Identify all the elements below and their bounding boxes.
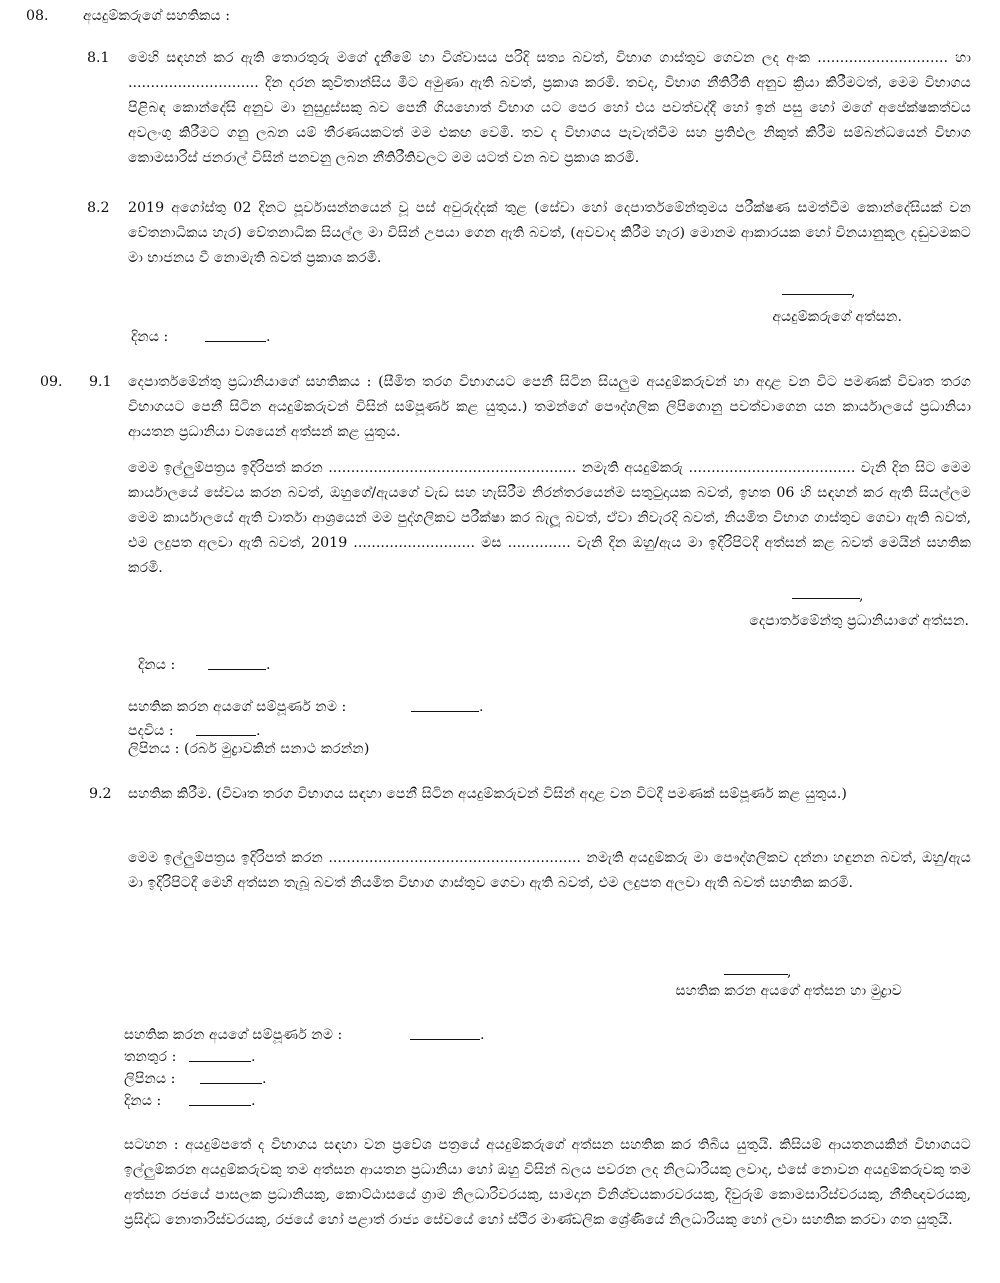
signature-comma: ,: [787, 964, 792, 980]
note-paragraph: සටහන : අයදුම්පතේ ද විභාගය සඳහා වන ප්‍රවේශ පත්‍රයේ අයදුම්කරුගේ අත්සන සහතික කර තිබිය යුතුයි. කිසියම් ආයතනයකින් විභාගයට ඉල්ලුම්කරන අයදුම්කරුවකු තම අත්සන ආයතන ප්‍රධානියා හෝ ඔහු විසින් බලය පවරන ලද නිලධාරියකු ලවාද, එසේ නොවන අයදුම්කරුවකු තම අත්සන රජයේ පාසලක ප්‍රධානියකු, කොට්ඨාසයේ ග්‍රාම නිලධාරිවරයකු, සාමදාන විනිශ්චයකාරවරයකු, දිවුරුම් කොමසාරිස්වරයකු, නීතිඥවරයකු, ප්‍රසිද්ධ නොතාරිස්වරයකු, රජයේ හෝ පළාත් රාජ්‍ය සේවයේ හෝ ස්ථිර මාණ්ඩලික ශ්‍රේණියේ නිලධාරියකු හෝ ලවා සහතික කරවා ගත යුතුයි.: [124, 1137, 971, 1228]
section-08-number: 08.: [26, 8, 49, 24]
signature-comma: ,: [859, 588, 864, 604]
head-signature-line: [792, 598, 860, 599]
head-date-line: [208, 669, 266, 670]
dot: .: [251, 1049, 256, 1065]
dot: .: [262, 1071, 267, 1087]
date2-line: [189, 1105, 251, 1106]
certifier-fullname-label: සහතික කරන අයගේ සම්පූර්ණ නම :: [128, 699, 347, 715]
dot: .: [480, 1027, 485, 1043]
applicant-date-line: [205, 341, 266, 342]
certifier2-fullname-line: [410, 1039, 480, 1040]
clause-8-2-number: 8.2: [87, 200, 110, 216]
certifier-signature-line: [724, 974, 788, 975]
address-label: ලිපිනය : (රබර් මුද්‍රාවකින් සනාථ කරන්න): [128, 741, 370, 757]
applicant-signature-line: [782, 294, 852, 295]
applicant-date-label: දිනය :: [131, 329, 169, 345]
signature-comma: ,: [851, 284, 856, 300]
head-date-label: දිනය :: [138, 657, 176, 673]
dot: .: [266, 657, 271, 673]
clause-8-1-text: මෙහි සඳහන් කර ඇති තොරතුරු මගේ දැනීමේ හා විශ්වාසය පරිදි සත්‍ය බවත්, විභාග ගාස්තුව ගෙවන ලද අංක ............................. හා ............................. දින දරන කුවිතාන්සිය මීට අමුණා ඇති බවත්, ප්‍රකාශ කරමි. තවද, විභාග නීතිරීති අනුව ක්‍රියා කිරීමටත්, මෙම විභාගය පිළිබඳ කොන්දේසි අනුව මා නුසුදුස්සකු බව පෙනී ගියහොත් විභාග යට පෙර හෝ එය පවත්වද්දී හෝ ඉන් පසු හෝ මගේ අපේක්ෂකත්වය අවලංගු කිරීමට ගනු ලබන යම් තීරණයකටත් මම එකඟ වෙමි. තව ද විභාගය පැවැත්වීම සහ ප්‍රතිඵල නිකුත් කිරීම සම්බන්ධයෙන් විභාග කොමසාරිස් ජනරාල් විසින් පනවනු ලබන නීතිරීතිවලට මම යටත් වන බව ප්‍රකාශ කරමි.: [128, 50, 971, 166]
position-label: තනතුර :: [124, 1049, 177, 1065]
clause-9-1-heading: දෙපාර්තමේන්තු ප්‍රධානියාගේ සහතිකය : (සීමිත තරග විභාගයට පෙනී සිටින සියලුම අයදුම්කරුවන් හා අදාළ වන විට පමණක් විවෘත තරග විභාගයට පෙනී සිටින අයදුම්කරුවන් විසින් සම්පූර්ණ කළ යුතුය.) තමන්ගේ පෞද්ගලික ලිපිගොනු පවත්වාගෙන යන කාර්යාලයේ ප්‍රධානියා ආයතන ප්‍රධානියා වශයෙන් අත්සන් කළ යුතුය.: [128, 374, 971, 440]
address2-line: [200, 1083, 262, 1084]
clause-9-2-heading: සහතික කිරීම. (විවෘත තරග විභාගය සඳහා පෙනී සිටින අයදුම්කරුවන් විසින් අදාළ වන විටදී පමණක් සම්පූර්ණ කළ යුතුය.): [128, 786, 847, 802]
position-line: [189, 1061, 251, 1062]
clause-9-2-number: 9.2: [89, 786, 112, 802]
dot: .: [251, 1093, 256, 1109]
date2-label: දිනය :: [124, 1093, 162, 1109]
designation-line: [196, 735, 256, 736]
section-08-title: අයදුම්කරුගේ සහතිකය :: [83, 8, 231, 24]
head-signature-caption: දෙපාර්තමේන්තු ප්‍රධානියාගේ අත්සන.: [749, 613, 969, 629]
clause-8-1-number: 8.1: [87, 50, 110, 66]
clause-9-1-number: 9.1: [89, 374, 112, 390]
section-09-number: 09.: [40, 374, 63, 390]
designation-label: පදවිය :: [128, 723, 174, 739]
certifier-signature-caption: සහතික කරන අයගේ අත්සන හා මුද්‍රාව: [675, 983, 902, 999]
clause-9-2-body: මෙම ඉල්ලුම්පත්‍රය ඉදිරිපත් කරන ........................................................ නමැති අයදුම්කරු මා පෞද්ගලිකව දන්නා හඳුනන බවත්, ඔහු/ඇය මා ඉදිරිපිටදී මෙහි අත්සන තැබූ බවත් නියමිත විභාග ගාස්තුව ගෙවා ඇති බවත්, එම ලදුපත අලවා ඇති බවත් සහතික කරමි.: [128, 850, 971, 891]
dot: .: [479, 699, 484, 715]
dot: .: [256, 723, 261, 739]
certifier-fullname-line: [411, 711, 479, 712]
clause-8-2-text: 2019 අගෝස්තු 02 දිනට පූර්වාසන්නයෙන් වූ පස් අවුරුද්දක් තුළ (සේවා හෝ දෙපාර්තමේන්තුමය පරීක්ෂණ සමත්වීම කොන්දේසියක් වන වේතනාධිකය හැර) වේතනාධික සියල්ල මා විසින් උපයා ගෙන ඇති බවත්, (අවවාද කිරීම හැර) මොනම ආකාරයක හෝ විනයානුකූල දඬුවමකට මා භාජනය වී නොමැති බවත් ප්‍රකාශ කරමි.: [128, 200, 971, 266]
clause-9-1-body: මෙම ඉල්ලුම්පත්‍රය ඉදිරිපත් කරන ....................................................... නමැති අයදුම්කරු ..................................... වැනි දින සිට මෙම කාර්යාලයේ සේවය කරන බවත්, ඔහුගේ/ඇයගේ වැඩ සහ හැසිරීම නිරන්තරයෙන්ම සතුටුදායක බවත්, ඉහත 06 හි සඳහන් කර ඇති සියල්ලම මෙම කාර්යාලයේ ඇති වාර්තා ආශ්‍රයෙන් මම පුද්ගලිකව පරීක්ෂා කර බැලූ බවත්, ඒවා නිවැරදි බවත්, නියමිත විභාග ගාස්තුව ගෙවා ඇති බවත්, එම ලදුපත අලවා ඇති බවත්, 2019 ........................... මස .............. වැනි දින ඔහු/ඇය මා ඉදිරිපිටදී අත්සන් කළ බවත් මෙයින් සහතික කරමි.: [128, 460, 971, 576]
address2-label: ලිපිනය :: [124, 1071, 176, 1087]
dot: .: [266, 329, 271, 345]
certifier2-fullname-label: සහතික කරන අයගේ සම්පූර්ණ නම :: [124, 1027, 343, 1043]
applicant-signature-caption: අයදුම්කරුගේ අත්සන.: [772, 309, 902, 325]
